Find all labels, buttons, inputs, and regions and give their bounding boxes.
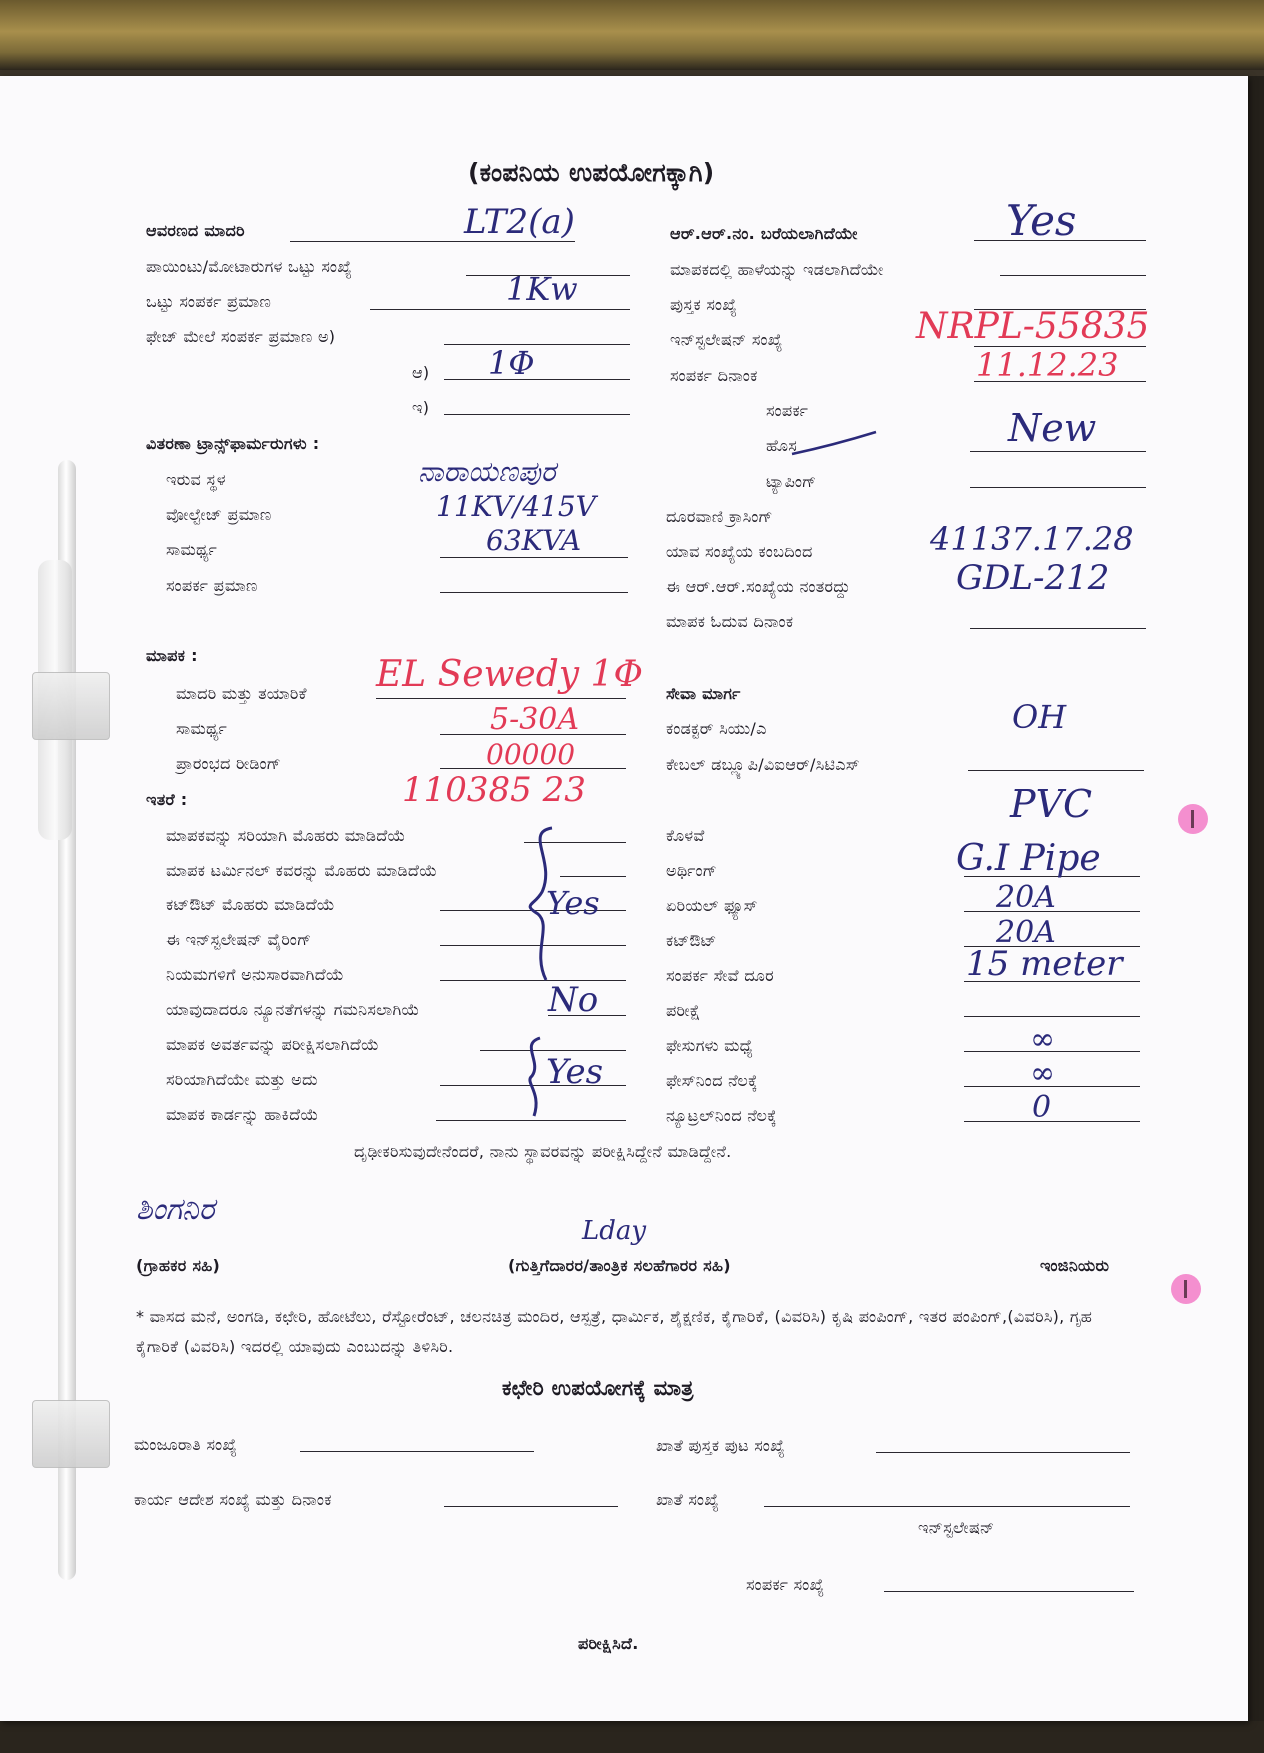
label-points-motors: ಪಾಯಿಂಟು/ಮೋಟಾರುಗಳ ಒಟ್ಟು ಸಂಖ್ಯೆ (146, 257, 353, 276)
hw-tariff: LT2(a) (464, 202, 575, 242)
label-aerial-fuse: ಏರಿಯಲ್ ಫ್ಯೂಸ್ (666, 896, 758, 915)
label-phase-earth: ಫೇಸ್‌ನಿಂದ ನೆಲಕ್ಕೆ (666, 1071, 758, 1090)
label-service-dist: ಸಂಪರ್ಕ ಸೇವೆ ದೂರ (666, 966, 774, 985)
label-installation: ಇನ್‌ಸ್ಟಲೇಷನ್ (918, 1518, 995, 1537)
field-line-meter-kept (1000, 275, 1146, 276)
label-earthing: ಅರ್ಥಿಂಗ್ (666, 861, 717, 880)
label-meter-kept: ಮಾಪಕದಲ್ಲಿ ಹಾಳೆಯನ್ನು ಇಡಲಾಗಿದೆಯೇ (670, 260, 884, 279)
label-phase-load: ಫೇಜ್ ಮೇಲೆ ಸಂಪರ್ಕ ಪ್ರಮಾಣ ಅ) (146, 327, 336, 346)
hw-voltage: 11KV/415V (436, 490, 596, 523)
binder-top-strip (0, 0, 1264, 70)
label-conductor: ಕಂಡಕ್ಟರ್ ಸಿಯು/ಎ (666, 719, 767, 738)
hw-strike-new (790, 428, 880, 458)
hw-service-dist: 15 meter (966, 944, 1123, 984)
hw-initial-reading: 00000 (486, 738, 576, 771)
hw-rr-yes: Yes (1006, 196, 1077, 245)
label-conn: ಸಂಪರ್ಕ (766, 401, 809, 420)
field-line-sanction-no (300, 1451, 534, 1452)
punch-hole-lower (1171, 1274, 1201, 1304)
label-phase-b: ಆ) (412, 363, 430, 382)
form-title: (ಕಂಪನಿಯ ಉಪಯೋಗಕ್ಕಾಗಿ) (468, 158, 715, 187)
label-location: ಇರುವ ಸ್ಥಳ (166, 470, 226, 489)
hw-between-phases: ∞ (1030, 1022, 1055, 1057)
label-make-model: ಮಾದರಿ ಮತ್ತು ತಯಾರಿಕೆ (176, 684, 307, 703)
label-ledger-page: ಖಾತೆ ಪುಸ್ತಕ ಪುಟ ಸಂಖ್ಯೆ (656, 1436, 785, 1455)
hw-total-load: 1Kw (506, 270, 578, 308)
label-pipe: ಕೊಳವೆ (666, 826, 705, 845)
label-capacity: ಸಾಮರ್ಥ್ಯ (166, 540, 218, 559)
label-checked: ಪರೀಕ್ಷಿಸಿದೆ. (578, 1634, 639, 1653)
certification-text: ದೃಢೀಕರಿಸುವುದೇನೆಂದರೆ, ನಾನು ಸ್ಥಾವರವನ್ನು ಪರೀಕ್ಷಿಸಿದ್ದೇನೆ ಮಾಡಿದ್ದೇನೆ. (354, 1142, 732, 1161)
label-sanction-no: ಮಂಜೂರಾತಿ ಸಂಖ್ಯೆ (134, 1435, 238, 1454)
label-defects: ಯಾವುದಾದರೂ ನ್ಯೂನತೆಗಳನ್ನು ಗಮನಿಸಲಾಗಿಯೆ (166, 1000, 420, 1019)
hw-consumer-signature: ಶಿಂಗನಿರ (136, 1192, 215, 1227)
label-rr-written: ಆರ್.ಆರ್.ನಂ. ಬರೆಯಲಾಗಿದೆಯೇ (670, 224, 858, 243)
hw-contractor-signature: Lday (582, 1216, 647, 1246)
label-total-load: ಒಟ್ಟು ಸಂಪರ್ಕ ಪ್ರಮಾಣ (146, 292, 272, 311)
label-neutral-earth: ನ್ಯೂಟ್ರಲ್‌ನಿಂದ ನೆಲಕ್ಕೆ (666, 1106, 777, 1125)
field-line-conn-load (440, 592, 628, 593)
hw-make-model: EL Sewedy 1Φ (376, 654, 643, 695)
label-cable: ಕೇಬಲ್ ಡಬ್ಲ್ಯೂಪಿ/ವಿಐಆರ್/ಸಿಟಿಎಸ್ (666, 755, 860, 774)
field-line-tapping (970, 487, 1146, 488)
hw-service-route: OH (1012, 698, 1067, 736)
hw-location: ನಾರಾಯಣಪುರ (418, 455, 556, 488)
label-cutout: ಕಟ್‌ಔಟ್ (666, 931, 717, 950)
label-seal-terminal: ಮಾಪಕ ಟರ್ಮಿನಲ್ ಕವರನ್ನು ಮೊಹರು ಮಾಡಿದೆಯೆ (166, 861, 438, 880)
hw-new: New (1008, 406, 1097, 450)
hw-capacity: 63KVA (486, 524, 582, 557)
hw-pipe: PVC (1010, 782, 1093, 826)
hw-defects: No (548, 980, 599, 1020)
hw-seal-yes: Yes (546, 884, 600, 922)
label-wiring: ಈ ಇನ್‌ಸ್ಟಲೇಷನ್ ವೈರಿಂಗ್ (166, 930, 312, 949)
label-engineer: ಇಂಜಿನಿಯರು (1040, 1256, 1110, 1275)
hw-cutout: 20A (996, 915, 1056, 950)
label-book-no: ಪುಸ್ತಕ ಸಂಖ್ಯೆ (670, 295, 738, 314)
label-conn-date: ಸಂಪರ್ಕ ದಿನಾಂಕ (670, 366, 758, 385)
label-reading-date: ಮಾಪಕ ಓದುವ ದಿನಾಂಕ (666, 612, 794, 631)
label-between-phases: ಫೇಸುಗಳು ಮಧ್ಯೆ (666, 1036, 754, 1055)
label-correct: ಸರಿಯಾಗಿದೆಯೇ ಮತ್ತು ಅದು (166, 1070, 318, 1089)
label-work-order: ಕಾರ್ಯ ಆದೇಶ ಸಂಖ್ಯೆ ಮತ್ತು ದಿನಾಂಕ (134, 1490, 332, 1509)
field-line-neutral-earth (964, 1121, 1140, 1122)
label-new: ಹೊಸ (766, 436, 798, 455)
label-tapping: ಟ್ಯಾಪಿಂಗ್ (766, 472, 817, 491)
label-rules: ನಿಯಮಗಳಿಗೆ ಅನುಸಾರವಾಗಿದೆಯೆ (166, 965, 345, 984)
label-phase-c: ಇ) (412, 398, 430, 417)
field-line-card (436, 1120, 626, 1121)
label-voltage: ವೋಲ್ಟೇಜ್ ಪ್ರಮಾಣ (166, 505, 272, 524)
field-line-work-order (444, 1506, 618, 1507)
scan-bottom-edge (0, 1721, 1264, 1753)
label-pole-no: ಯಾವ ಸಂಖ್ಯೆಯ ಕಂಬದಿಂದ (666, 542, 813, 561)
hw-earthing: G.I Pipe (956, 838, 1101, 879)
label-conn-no: ಸಂಪರ್ಕ ಸಂಖ್ಯೆ (746, 1575, 825, 1594)
field-line-test (964, 1016, 1140, 1017)
field-line-cable (968, 770, 1144, 771)
field-line-conn-no (884, 1591, 1134, 1592)
hw-phase-b: 1Φ (488, 344, 535, 382)
label-seal-meter: ಮಾಪಕವನ್ನು ಸರಿಯಾಗಿ ಮೊಹರು ಮಾಡಿದೆಯೆ (166, 826, 406, 845)
field-line-account-no (764, 1506, 1130, 1507)
hw-aerial-fuse: 20A (996, 880, 1056, 915)
label-others: ಇತರೆ : (146, 790, 188, 809)
hw-after-rr: GDL-212 (956, 558, 1110, 598)
hw-phase-earth: ∞ (1030, 1056, 1055, 1091)
label-meter: ಮಾಪಕ : (146, 646, 198, 665)
label-consumer-sign: (ಗ್ರಾಹಕರ ಸಹಿ) (136, 1256, 221, 1275)
field-line-new (970, 451, 1146, 452)
label-install-no: ಇನ್‌ಸ್ಟಲೇಷನ್ ಸಂಖ್ಯೆ (670, 330, 783, 349)
field-line-phase-b (444, 379, 630, 380)
label-tariff: ಆವರಣದ ಮಾದರಿ (146, 221, 245, 240)
label-meter-capacity: ಸಾಮರ್ಥ್ಯ (176, 719, 228, 738)
label-conn-load: ಸಂಪರ್ಕ ಪ್ರಮಾಣ (166, 576, 258, 595)
scan-right-edge (1248, 76, 1264, 1753)
hw-date-stamp: 110385 23 (402, 770, 586, 810)
label-after-rr: ಈ ಆರ್.ಆರ್.ಸಂಖ್ಯೆಯ ನಂತರದ್ದು (666, 577, 851, 596)
field-line-phase-a (444, 344, 630, 345)
field-line-rotation (480, 1050, 626, 1051)
hw-install-no: NRPL-55835 (916, 306, 1150, 347)
label-test: ಪರೀಕ್ಷೆ (666, 1001, 701, 1020)
field-line-total-load (370, 309, 630, 310)
label-contractor-sign: (ಗುತ್ತಿಗೆದಾರರ/ತಾಂತ್ರಿಕ ಸಲಹೆಗಾರರ ಸಹಿ) (508, 1256, 731, 1275)
label-seal-cutout: ಕಟ್‌ಔಟ್ ಮೊಹರು ಮಾಡಿದೆಯೆ (166, 895, 335, 914)
label-account-no: ಖಾತೆ ಸಂಖ್ಯೆ (656, 1490, 720, 1509)
hw-pole-no: 41137.17.28 (930, 520, 1134, 558)
punch-hole-upper (1178, 804, 1208, 834)
fastener-clip-bottom (32, 1400, 110, 1468)
usage-note: * ವಾಸದ ಮನೆ, ಅಂಗಡಿ, ಕಛೇರಿ, ಹೋಟೆಲು, ರೆಸ್ಟೋರೆಂಟ್, ಚಲನಚಿತ್ರ ಮಂದಿರ, ಆಸ್ಪತ್ರೆ, ಧಾರ್ಮಿಕ, ಶೈಕ್ಷಣಿಕ, ಕೈಗಾರಿಕೆ, (ವಿವರಿಸಿ) ಕೃಷಿ ಪಂಪಿಂಗ್, ಇತರ ಪಂಪಿಂಗ್,(ವಿವರಿಸಿ), ಗೃಹ ಕೈಗಾರಿಕೆ (ವಿವರಿಸಿ) ಇದರಲ್ಲಿ ಯಾವುದು ಎಂಬುದನ್ನು ತಿಳಿಸಿರಿ. (136, 1307, 1093, 1356)
field-line-ledger-page (876, 1452, 1130, 1453)
label-rotation: ಮಾಪಕ ಅವರ್ತವನ್ನು ಪರೀಕ್ಷಿಸಲಾಗಿದೆಯೆ (166, 1035, 380, 1054)
hw-neutral-earth: 0 (1032, 1090, 1052, 1125)
label-tel-crossing: ದೂರವಾಣಿ ಕ್ರಾಸಿಂಗ್ (666, 507, 773, 526)
label-transformers: ವಿತರಣಾ ಟ್ರಾನ್ಸ್‌ಫಾರ್ಮರುಗಳು : (146, 434, 320, 453)
field-line-reading-date (970, 628, 1146, 629)
hw-brace-seal (512, 822, 572, 986)
hw-meter-capacity: 5-30A (490, 702, 580, 737)
hw-conn-date: 11.12.23 (976, 346, 1119, 384)
hw-rotation-yes: Yes (546, 1052, 604, 1092)
field-line-make-model (376, 698, 626, 699)
fastener-clip-top (32, 672, 110, 740)
field-line-phase-c (444, 414, 630, 415)
label-initial-reading: ಪ್ರಾರಂಭದ ರೀಡಿಂಗ್ (176, 754, 281, 773)
label-service-route: ಸೇವಾ ಮಾರ್ಗ (666, 684, 741, 703)
hw-brace-rotation (512, 1032, 552, 1122)
label-card: ಮಾಪಕ ಕಾರ್ಡನ್ನು ಹಾಕಿದೆಯೆ (166, 1105, 319, 1124)
field-line-capacity (440, 557, 628, 558)
office-use-title: ಕಛೇರಿ ಉಪಯೋಗಕ್ಕೆ ಮಾತ್ರ (502, 1376, 694, 1400)
